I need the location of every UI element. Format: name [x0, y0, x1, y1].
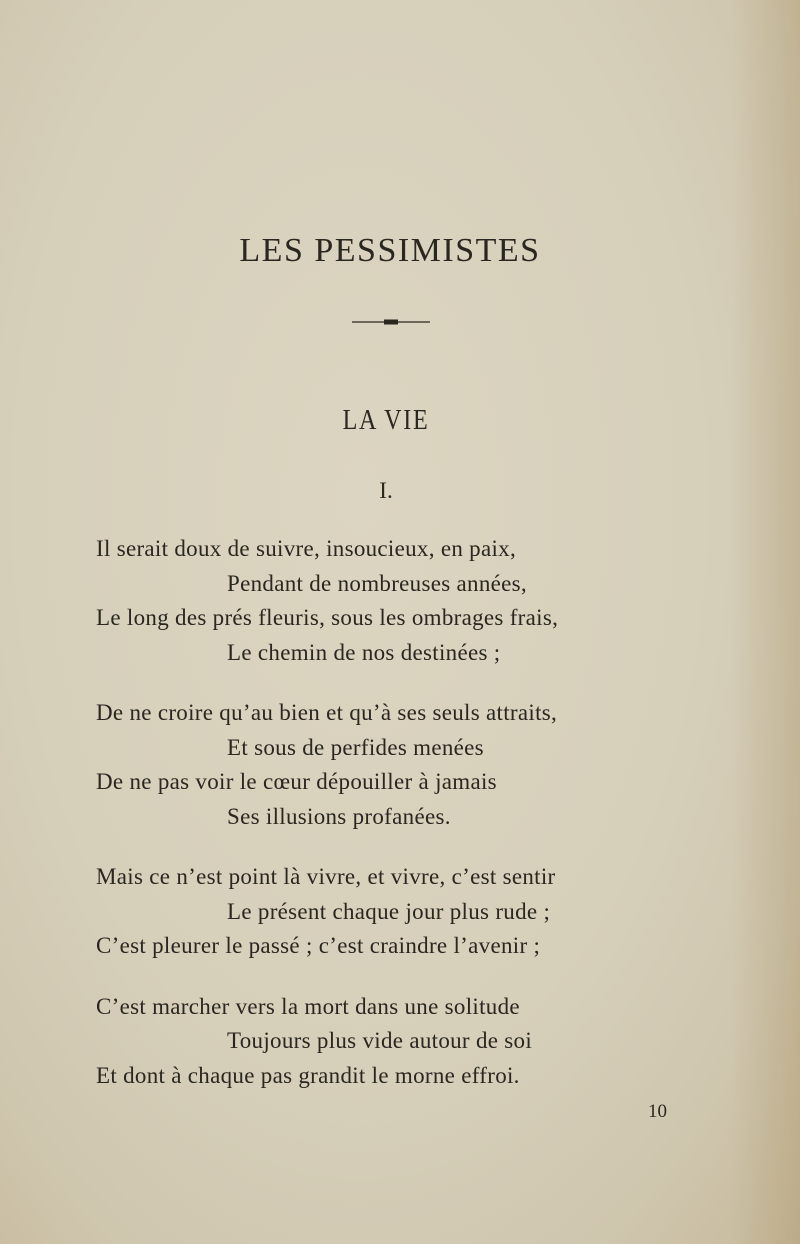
poem-line: De ne pas voir le cœur dépouiller à jamais	[96, 769, 497, 794]
poem-line: Le présent chaque jour plus rude ;	[227, 898, 551, 924]
poem-line: Ses illusions profanées.	[227, 803, 451, 829]
poem-line: Le long des prés fleuris, sous les ombrages frais,	[96, 605, 559, 630]
poem-line: C’est marcher vers la mort dans une solitude	[96, 993, 520, 1019]
poem-line: Toujours plus vide autour de soi	[227, 1028, 533, 1053]
page-title: LES PESSIMISTES	[239, 232, 541, 269]
stanza	[96, 860, 676, 964]
poem-line: C’est pleurer le passé ; c’est craindre l’avenir ;	[96, 933, 541, 958]
poem-line: Mais ce n’est point là vivre, et vivre, c’est sentir	[96, 864, 556, 889]
poem-line: De ne croire qu’au bien et qu’à ses seuls attraits,	[96, 700, 558, 725]
poem-body	[96, 532, 676, 1119]
stanza	[96, 696, 676, 834]
poem-line: Et dont à chaque pas grandit le morne effroi.	[96, 1062, 520, 1088]
section-title: LA VIE	[342, 405, 430, 436]
stanza	[96, 990, 676, 1094]
poem-line: Et sous de perfides menées	[227, 734, 484, 760]
stanza	[96, 532, 676, 670]
title-ornament	[352, 318, 430, 326]
poem-line: Il serait doux de suivre, insoucieux, en paix,	[96, 536, 517, 561]
part-number: I.	[379, 478, 393, 503]
page-number: 10	[648, 1101, 667, 1122]
poem-line: Pendant de nombreuses années,	[227, 570, 527, 596]
poem-line: Le chemin de nos destinées ;	[227, 639, 501, 665]
